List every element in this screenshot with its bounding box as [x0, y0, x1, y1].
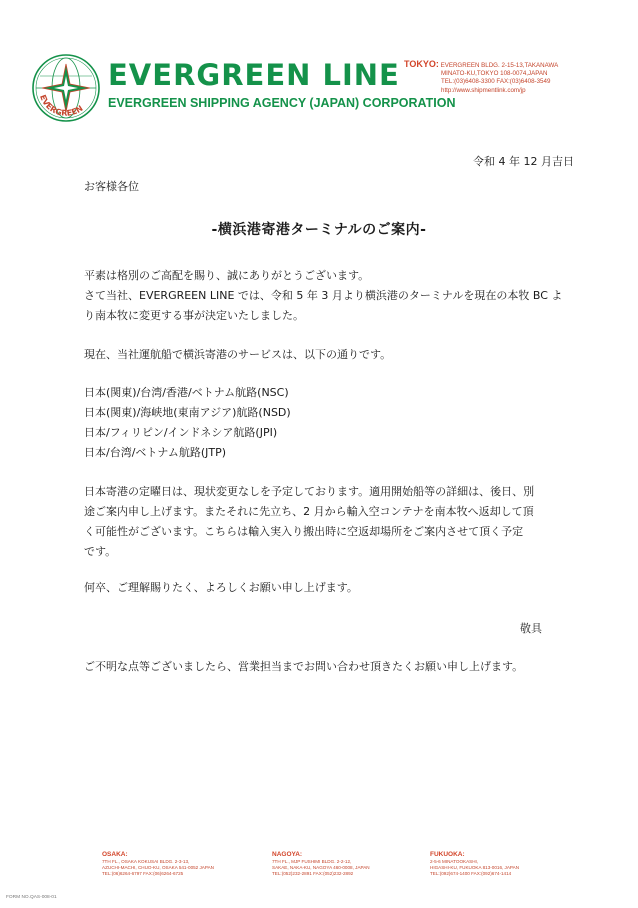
paragraph-line: です。: [84, 545, 117, 558]
paragraph-line: 途ご案内申し上げます。またそれに先立ち、2 月から輸入空コンテナを南本牧へ返却して頂: [84, 505, 534, 518]
tokyo-address-line-2: MINATO-KU,TOKYO 108-0074,JAPAN: [441, 70, 548, 78]
office-osaka: [102, 850, 262, 878]
paragraph-line: 日本寄港の定曜日は、現状変更なしを予定しております。適用開始船等の詳細は、後日、別: [84, 485, 535, 498]
brand-subtitle: EVERGREEN SHIPPING AGENCY (JAPAN) CORPORATION: [108, 96, 456, 110]
office-address-line: SAKAE, NAKA-KU, NAGOYA 460-0008, JAPAN: [272, 865, 370, 871]
office-address-line: AZUCHI-MACHI, CHUO-KU, OSAKA 541-0052 JAPAN: [102, 865, 214, 871]
paragraph-line: 平素は格別のご高配を賜り、誠にありがとうございます。: [84, 269, 370, 282]
paragraph-details: [84, 482, 554, 562]
paragraph-intro: [84, 266, 563, 326]
paragraph-line: 現在、当社運航船で横浜寄港のサービスは、以下の通りです。: [84, 348, 392, 361]
brand-name: EVERGREEN LINE: [108, 58, 400, 92]
service-item: 日本(関東)/海峡地(東南アジア)航路(NSD): [84, 406, 291, 419]
office-city: FUKUOKA:: [430, 851, 465, 858]
paragraph-request: [84, 578, 554, 598]
office-fukuoka: [430, 850, 590, 878]
tokyo-phone: TEL:(03)6408-3300 FAX:(03)6408-3549: [441, 78, 551, 86]
office-phone: TEL:(052)232-2891 FAX:(052)232-2892: [272, 871, 354, 877]
tokyo-city-label: TOKYO:: [404, 59, 439, 69]
paragraph-line: り南本牧に変更する事が決定いたしました。: [84, 309, 304, 322]
office-address-line: HIGASHI-KU, FUKUOKA 813-0016, JAPAN: [430, 865, 520, 871]
letter-title: -横浜港寄港ターミナルのご案内-: [211, 222, 427, 238]
office-city: NAGOYA:: [272, 851, 303, 858]
letter-date: 令和 4 年 12 月吉日: [473, 155, 574, 168]
paragraph-services-intro: [84, 345, 554, 365]
logo-arc-text: EVERGREEN: [37, 93, 85, 118]
paragraph-line: 何卒、ご理解賜りたく、よろしくお願い申し上げます。: [84, 581, 358, 594]
service-item: 日本/台湾/ベトナム航路(JTP): [84, 446, 227, 459]
closing-remark: 敬具: [520, 622, 542, 635]
office-address-line: 7TH FL., OSAKA KOKUSAI BLDG. 2-3-13,: [102, 859, 190, 864]
office-address-line: 7TH FL., MJP FUSHIMI BLDG. 2-2-12,: [272, 859, 352, 864]
inquiry-note: ご不明な点等ございましたら、営業担当までお問い合わせ頂きたくお願い申し上げます。: [84, 660, 524, 673]
tokyo-website-link[interactable]: http://www.shipmentlink.com/jp: [441, 86, 526, 94]
tokyo-address-line-1: TOKYO: EVERGREEN BLDG. 2-15-13,TAKANAWA: [404, 59, 559, 69]
evergreen-globe-logo: [30, 52, 102, 124]
tokyo-address: [404, 60, 632, 95]
office-city: OSAKA:: [102, 851, 128, 858]
paragraph-line: さて当社、EVERGREEN LINE では、令和 5 年 3 月より横浜港のターミナルを現在の本牧 BC よ: [84, 289, 563, 302]
paragraph-line: く可能性がございます。こちらは輸入実入り搬出時に空返却場所をご案内させて頂く予定: [84, 525, 524, 538]
salutation: お客様各位: [84, 180, 139, 193]
office-nagoya: [272, 850, 432, 878]
office-phone: TEL:(092)674-1400 FAX:(092)674-1414: [430, 871, 512, 877]
service-item: 日本/フィリピン/インドネシア航路(JPI): [84, 426, 278, 439]
office-phone: TEL:(06)6264-6797 FAX:(06)6264-6725: [102, 871, 184, 877]
office-address-line: 2-5-6 MINATOOKASHI,: [430, 859, 479, 864]
form-number: FORM NO.QAS-008-01: [6, 895, 57, 900]
service-item: 日本(関東)/台湾/香港/ベトナム航路(NSC): [84, 386, 289, 399]
service-list: [84, 383, 554, 463]
